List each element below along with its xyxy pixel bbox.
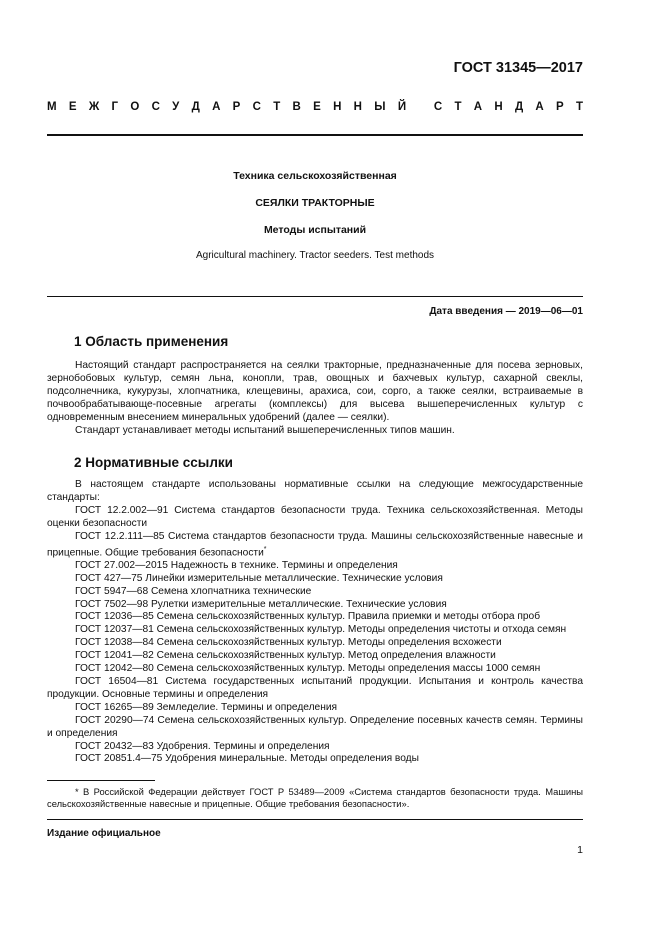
reference-item: ГОСТ 427—75 Линейки измерительные металлические. Технические условия [75, 572, 443, 584]
banner-letter: Р [232, 101, 241, 113]
reference-item [47, 531, 583, 560]
reference-item: ГОСТ 12.2.002—91 Система стандартов безопасности труда. Техника сельскохозяйственная. Методы оценки безопасности [47, 504, 583, 529]
paragraph: Настоящий стандарт распространяется на сеялки тракторные, предназначенные для посева зерновых, зернобобовых культур, семян льна, конопли, трав, овощных и бахчевых культур, сахарной свеклы, подсолнечника, кукурузы, хлопчатника, клещевины, арахиса, сои, сорго, а также сеялки, встраиваемые в почвообрабатывающе-посевные агрегаты (комплексы) для высева вышеперечисленных культур с одновременным внесением минеральных удобрений (далее — сеялки). [47, 360, 583, 423]
banner-letter: А [535, 101, 544, 113]
reference-item: ГОСТ 20851.4—75 Удобрения минеральные. Методы определения воды [75, 753, 419, 765]
paragraph: Стандарт устанавливает методы испытаний вышеперечисленных типов машин. [75, 424, 455, 436]
banner-letter: А [473, 101, 483, 113]
banner-letter: С [433, 101, 443, 113]
footnote-marker[interactable]: * [263, 545, 267, 553]
footer-rule [47, 819, 583, 820]
header-rule [47, 134, 583, 136]
banner-letter: Д [514, 101, 524, 113]
reference-item: ГОСТ 16265—89 Земледелие. Термины и определения [75, 701, 338, 713]
reference-item: ГОСТ 5947—68 Семена хлопчатника технические [75, 585, 312, 597]
reference-item: ГОСТ 12037—81 Семена сельскохозяйственных культур. Методы определения чистоты и отхода семян [75, 624, 567, 636]
section-body [47, 479, 583, 766]
footnote-separator [47, 780, 155, 781]
banner-letter: Ж [88, 101, 100, 113]
banner-letter: Ы [374, 101, 386, 113]
banner-letter: Т [454, 101, 462, 113]
banner-letter: С [151, 101, 160, 113]
reference-text: ГОСТ 12.2.111—85 Система стандартов безопасности труда. Машины сельскохозяйственные навесные и прицепные. Общие требования безопасности [47, 530, 583, 558]
reference-item: ГОСТ 12036—85 Семена сельскохозяйственных культур. Правила приемки и методы отбора проб [75, 611, 541, 623]
reference-item: ГОСТ 16504—81 Система государственных испытаний продукции. Испытания и контроль качества продукции. Основные термины и определения [47, 675, 583, 700]
banner-gap [418, 101, 421, 113]
banner-letter: Е [313, 101, 321, 113]
banner-letter: Т [575, 101, 583, 113]
banner-letter: Й [397, 101, 407, 113]
english-title: Agricultural machinery. Tractor seeders. Test methods [195, 250, 435, 261]
document-subtitle: Методы испытаний [263, 224, 367, 236]
banner-letter: А [212, 101, 221, 113]
document-title: СЕЯЛКИ ТРАКТОРНЫЕ [255, 197, 375, 209]
banner-letter: Т [273, 101, 281, 113]
gost-code: ГОСТ 31345—2017 [453, 60, 583, 76]
section-heading: 1 Область применения [74, 334, 229, 349]
reference-item: ГОСТ 27.002—2015 Надежность в технике. Термины и определения [75, 559, 398, 571]
reference-item: ГОСТ 12038—84 Семена сельскохозяйственных культур. Методы определения всхожести [75, 637, 502, 649]
footnote [47, 786, 583, 810]
banner-letter: Д [191, 101, 200, 113]
title-category: Техника сельскохозяйственная [233, 170, 397, 182]
standard-type-banner [47, 101, 583, 113]
banner-letter: Н [333, 101, 342, 113]
banner-letter: В [292, 101, 301, 113]
banner-letter: У [172, 101, 180, 113]
banner-letter: М [47, 101, 57, 113]
section-heading: 2 Нормативные ссылки [74, 455, 233, 470]
banner-letter: Н [494, 101, 503, 113]
banner-letter: О [130, 101, 140, 113]
title-rule [47, 296, 583, 297]
footnote-text: * В Российской Федерации действует ГОСТ Р 53489—2009 «Система стандартов безопасности труда. Машины сельскохозяйственные навесные и прицепные. Общие требования безопасности». [47, 786, 583, 809]
banner-letter: Е [68, 101, 77, 113]
section-body [47, 360, 583, 437]
paragraph: В настоящем стандарте использованы нормативные ссылки на следующие межгосударственные стандарты: [47, 479, 583, 503]
edition-label: Издание официальное [47, 828, 161, 839]
reference-item: ГОСТ 20290—74 Семена сельскохозяйственных культур. Определение посевных качеств семян. Термины и определения [47, 714, 583, 739]
reference-item: ГОСТ 7502—98 Рулетки измерительные металлические. Технические условия [75, 598, 447, 610]
reference-item: ГОСТ 20432—83 Удобрения. Термины и определения [75, 740, 330, 752]
introduction-date: Дата введения — 2019—06—01 [429, 306, 583, 317]
banner-letter: Н [353, 101, 362, 113]
page-number: 1 [577, 844, 583, 856]
banner-letter: Г [111, 101, 119, 113]
banner-letter: С [252, 101, 261, 113]
banner-letter: Р [556, 101, 564, 113]
reference-item: ГОСТ 12041—82 Семена сельскохозяйственных культур. Метод определения влажности [75, 650, 496, 662]
reference-item: ГОСТ 12042—80 Семена сельскохозяйственных культур. Методы определения массы 1000 семян [75, 663, 541, 675]
